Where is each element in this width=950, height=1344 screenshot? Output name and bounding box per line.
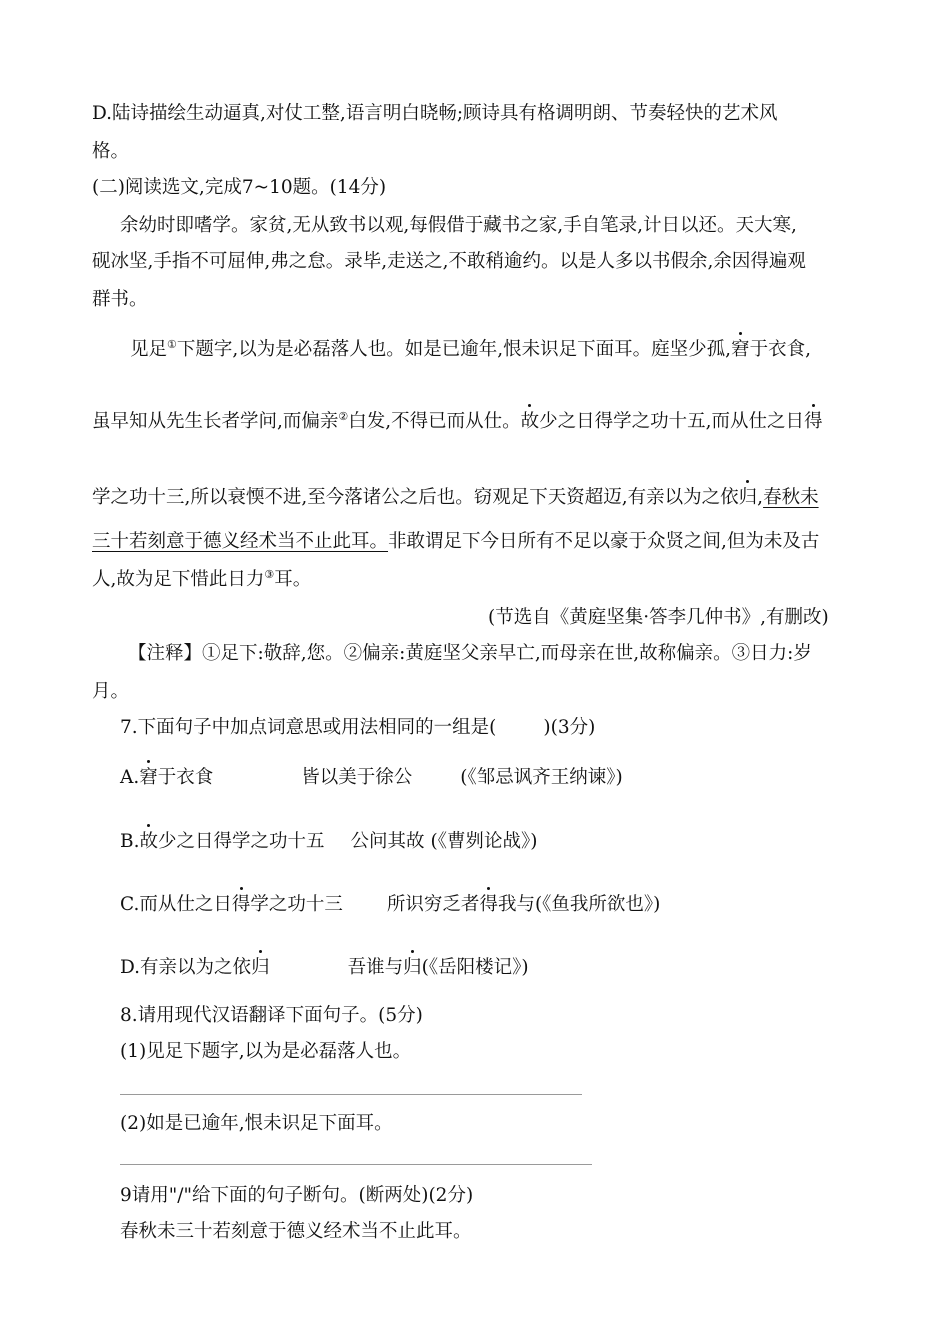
text: 少之日得学之功十五 — [158, 831, 325, 852]
answer-line[interactable] — [120, 1094, 582, 1095]
q9-sentence: 春秋未三十若刻意于德义经术当不止此耳。 — [120, 1221, 472, 1242]
emphasis-char: 得 — [479, 894, 498, 915]
text: 非敢谓足下今日所有不足以豪于众贤之间,但为未及古 — [388, 531, 820, 552]
q8-sentence-1: (1)见足下题字,以为是必磊落人也。 — [120, 1041, 412, 1062]
emphasis-char: 得 — [231, 894, 251, 915]
q7-option-d — [120, 956, 529, 980]
text: (《邹忌讽齐王纳谏》) — [460, 767, 623, 788]
text: B. — [120, 831, 140, 852]
text: A. — [120, 767, 140, 788]
emphasis-char: 得 — [804, 411, 823, 432]
passage-para1-line3: 群书。 — [92, 289, 148, 310]
passage-para2-line1 — [130, 338, 811, 362]
q7-option-b — [120, 830, 537, 854]
underlined-sentence: 春秋未 — [763, 487, 819, 508]
passage-para2-line2 — [92, 410, 823, 434]
option-d-line1: D.陆诗描绘生动逼真,对仗工整,语言明白晓畅;顾诗具有格调明朗、节奏轻快的艺术风 — [92, 103, 778, 124]
footnote-marker: ② — [338, 409, 349, 423]
q9-stem: 9请用"/"给下面的句子断句。(断两处)(2分) — [120, 1185, 474, 1206]
passage-para2-line5 — [92, 568, 311, 592]
text: 公问其故 — [350, 831, 425, 852]
underlined-sentence: 三十若刻意于德义经术当不止此耳。 — [92, 531, 389, 552]
text: 所识穷乏者 — [386, 894, 480, 915]
text: 学之功十三 — [250, 894, 343, 915]
emphasis-char: 窘 — [139, 767, 158, 788]
text: (《岳阳楼记》) — [421, 957, 529, 978]
emphasis-char: 归 — [403, 957, 422, 978]
notes-line1: 【注释】①足下:敬辞,您。②偏亲:黄庭坚父亲早亡,而母亲在世,故称偏亲。③日力:岁 — [128, 643, 812, 664]
emphasis-char: 归 — [251, 957, 270, 978]
emphasis-char: 故 — [520, 411, 540, 432]
source-citation: (节选自《黄庭坚集·答李几仲书》,有删改) — [488, 607, 829, 628]
passage-para1-line2: 砚冰坚,手指不可屈伸,弗之怠。录毕,走送之,不敢稍逾约。以是人多以书假余,余因得遍观 — [92, 251, 806, 272]
text: 耳。 — [274, 569, 312, 590]
text: 少之日得学之功十五,而从仕之日 — [539, 411, 805, 432]
text: 下题字,以为是必磊落人也。如是已逾年,恨未识足下面耳。庭坚少孤, — [176, 339, 732, 360]
notes-line2: 月。 — [92, 681, 130, 702]
text: 于衣食 — [157, 767, 214, 788]
text: 皆以美于徐公 — [301, 767, 413, 788]
passage-para2-line3 — [92, 486, 819, 510]
text: 学之功十三,所以衰愞不进,至今落诸公之后也。窃观足下天资超迈,有亲以为之依 — [92, 487, 739, 508]
footnote-marker: ③ — [264, 567, 275, 581]
text: 人,故为足下惜此日力 — [92, 569, 265, 590]
text: C.而从仕之日 — [120, 894, 232, 915]
q8-sentence-2: (2)如是已逾年,恨未识足下面耳。 — [120, 1113, 393, 1134]
text: 虽早知从先生长者学问,而偏亲 — [92, 411, 339, 432]
q7-stem: 7.下面句子中加点词意思或用法相同的一组是( )(3分) — [120, 717, 596, 738]
text: 我与(《鱼我所欲也》) — [497, 894, 661, 915]
option-d-line2: 格。 — [92, 141, 130, 162]
text: 白发,不得已而从仕。 — [348, 411, 521, 432]
text: , — [757, 487, 764, 508]
text: 见足 — [130, 339, 168, 360]
passage-para2-line4 — [92, 530, 819, 554]
emphasis-char: 归 — [738, 487, 758, 508]
q8-stem: 8.请用现代汉语翻译下面句子。(5分) — [120, 1005, 423, 1026]
footnote-marker: ① — [167, 337, 177, 351]
section-heading: (二)阅读选文,完成7~10题。(14分) — [92, 177, 387, 198]
q7-option-a — [120, 766, 623, 790]
emphasis-char: 窘 — [731, 339, 750, 360]
text: 吾谁与 — [347, 957, 404, 978]
q7-option-c — [120, 893, 660, 917]
text: 于衣食, — [749, 339, 811, 360]
answer-line[interactable] — [120, 1164, 592, 1165]
passage-para1-line1: 余幼时即嗜学。家贫,无从致书以观,每假借于藏书之家,手自笔录,计日以还。天大寒, — [120, 215, 797, 236]
text: (《曹刿论战》) — [430, 831, 538, 852]
emphasis-char: 故 — [139, 831, 158, 852]
text: D.有亲以为之依 — [120, 957, 252, 978]
